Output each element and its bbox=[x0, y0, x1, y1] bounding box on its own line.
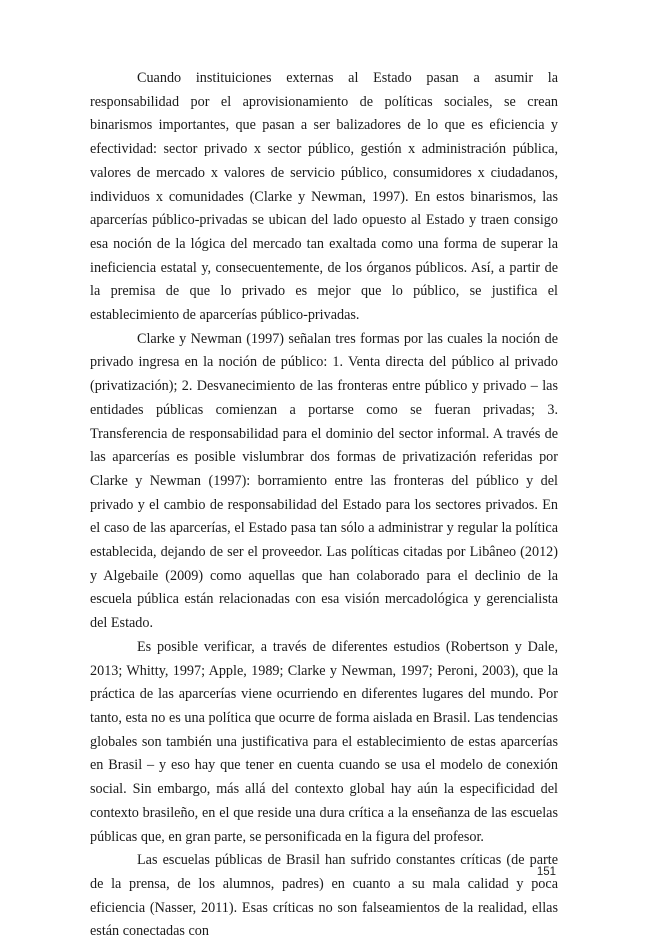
paragraph-3: Es posible verificar, a través de diferentes estudios (Robertson y Dale, 2013; Whitty, 1997; Apple, 1989; Clarke y Newman, 1997; Peroni, 2003), que la práctica de las aparcerías viene ocurriendo en diferentes lugares del mundo. Por tanto, esta no es una política que ocurre de forma aislada en Brasil. Las tendencias globales son también una justificativa para el establecimiento de estas aparcerías en Brasil – y eso hay que tener en cuenta cuando se usa el modelo de conexión social. Sin embargo, más allá del contexto global hay aún la especificidad del contexto brasileño, en el que reside una dura crítica a la enseñanza de las escuelas públicas que, en gran parte, se personificada en la figura del profesor. bbox=[90, 638, 558, 845]
paragraph-4: Las escuelas públicas de Brasil han sufrido constantes críticas (de parte de la prensa, de los alumnos, padres) en cuanto a su mala calidad y poca eficiencia (Nasser, 2011). Esas críticas no son falseamientos de la realidad, ellas están conectadas con bbox=[90, 852, 558, 940]
paragraph-1: Cuando instituiciones externas al Estado pasan a asumir la responsabilidad por el aprovisionamiento de políticas sociales, se crean binarismos importantes, que pasan a ser balizadores de lo que es eficiencia y efectividad: sector privado x sector público, gestión x administración pública, valores de mercado x valores de servicio público, consumidores x ciudadanos, individuos x comunidades (Clarke y Newman, 1997). En estos binarismos, las aparcerías público-privadas se ubican del lado opuesto al Estado y traen consigo esa noción de la lógica del mercado tan exaltada como una forma de superar la ineficiencia estatal y, consecuentemente, de los órganos públicos. Así, a partir de la premisa de que lo privado es mejor que lo público, se justifica el establecimiento de aparcerías público-privadas. bbox=[90, 70, 558, 324]
body-text bbox=[90, 67, 558, 944]
paragraph-2: Clarke y Newman (1997) señalan tres formas por las cuales la noción de privado ingresa en la noción de público: 1. Venta directa del público al privado (privatización); 2. Desvanecimiento de las fronteras entre público y privado – las entidades públicas comienzan a portarse como se fueran privadas; 3. Transferencia de responsabilidad para el dominio del sector informal. A través de las aparcerías es posible vislumbrar dos formas de privatización referidas por Clarke y Newman (1997): borramiento entre las fronteras del público y del privado y el cambio de responsabilidad del Estado para los sectores privados. En el caso de las aparcerías, el Estado pasa tan sólo a administrar y regular la política establecida, dejando de ser el proveedor. Las políticas citadas por Libâneo (2012) y Algebaile (2009) como aquellas que han colaborado para el declinio de la escuela pública están relacionadas con esa visión mercadológica y gerencialista del Estado. bbox=[90, 330, 558, 632]
page-number: 151 bbox=[536, 866, 556, 878]
